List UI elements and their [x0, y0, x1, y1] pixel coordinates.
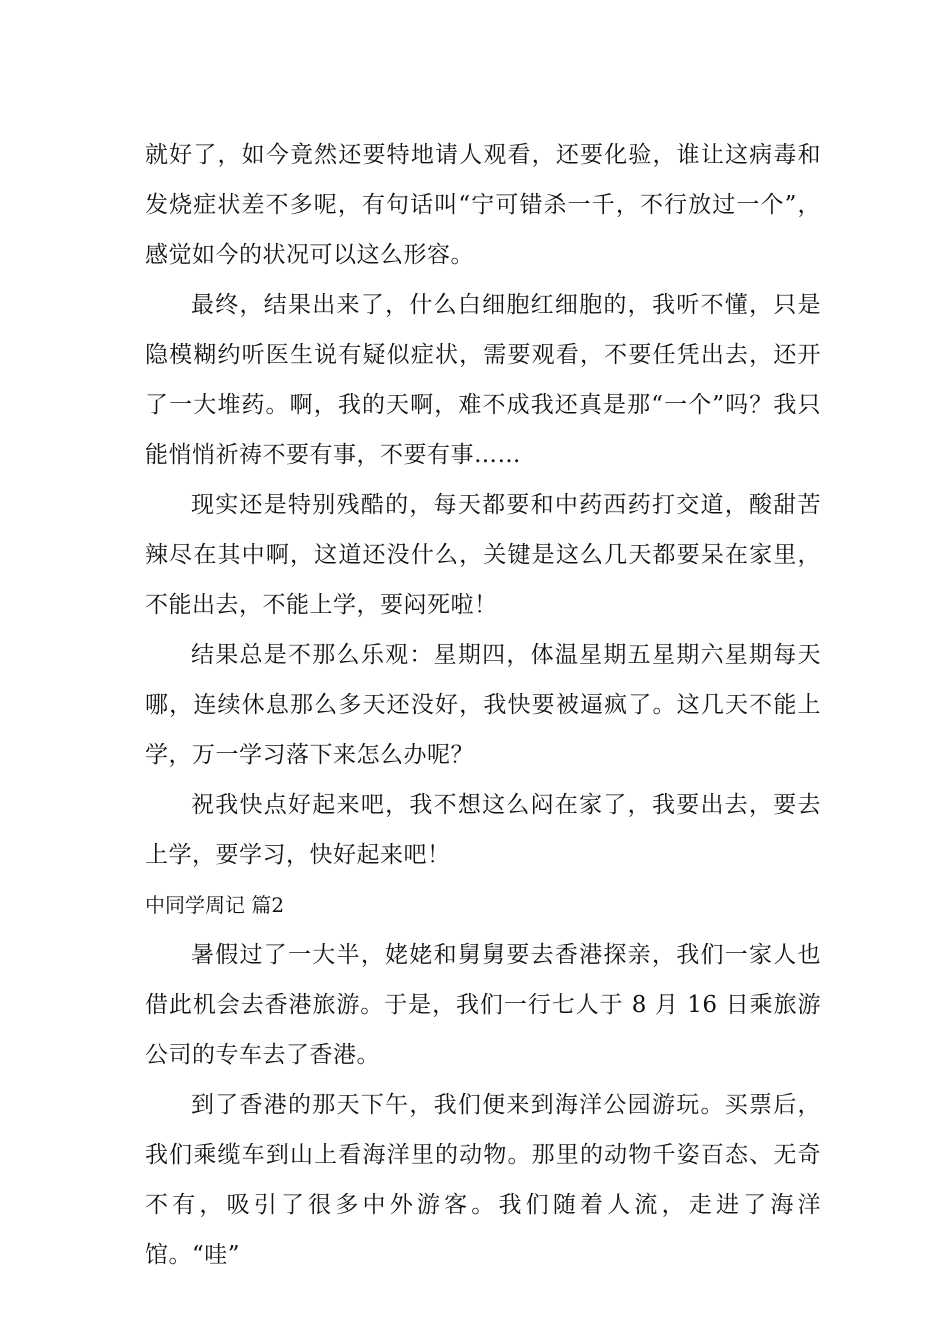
paragraph: 祝我快点好起来吧，我不想这么闷在家了，我要出去，要去上学，要学习，快好起来吧！	[145, 792, 821, 868]
paragraph: 结果总是不那么乐观：星期四，体温星期五星期六星期每天哪，连续休息那么多天还没好，我快要被逼疯了。这几天不能上学，万一学习落下来怎么办呢？	[145, 642, 821, 768]
paragraph: 现实还是特别残酷的，每天都要和中药西药打交道，酸甜苦辣尽在其中啊，这道还没什么，关键是这么几天都要呆在家里，不能出去，不能上学，要闷死啦！	[145, 492, 821, 618]
document-body	[145, 130, 821, 1280]
paragraph: 到了香港的那天下午，我们便来到海洋公园游玩。买票后，我们乘缆车到山上看海洋里的动物。那里的动物千姿百态、无奇不有，吸引了很多中外游客。我们随着人流，走进了海洋馆。“哇”	[145, 1092, 821, 1268]
section-heading: 中同学周记 篇2	[145, 893, 285, 917]
paragraph: 暑假过了一大半，姥姥和舅舅要去香港探亲，我们一家人也借此机会去香港旅游。于是，我们一行七人于 8 月 16 日乘旅游公司的专车去了香港。	[145, 942, 821, 1068]
paragraph-continued: 就好了，如今竟然还要特地请人观看，还要化验，谁让这病毒和发烧症状差不多呢，有句话叫“宁可错杀一千，不行放过一个”，感觉如今的状况可以这么形容。	[145, 142, 821, 268]
paragraph: 最终，结果出来了，什么白细胞红细胞的，我听不懂，只是隐模糊约听医生说有疑似症状，需要观看，不要任凭出去，还开了一大堆药。啊，我的天啊，难不成我还真是那“一个”吗？我只能悄悄祈祷不要有事，不要有事……	[145, 292, 821, 468]
